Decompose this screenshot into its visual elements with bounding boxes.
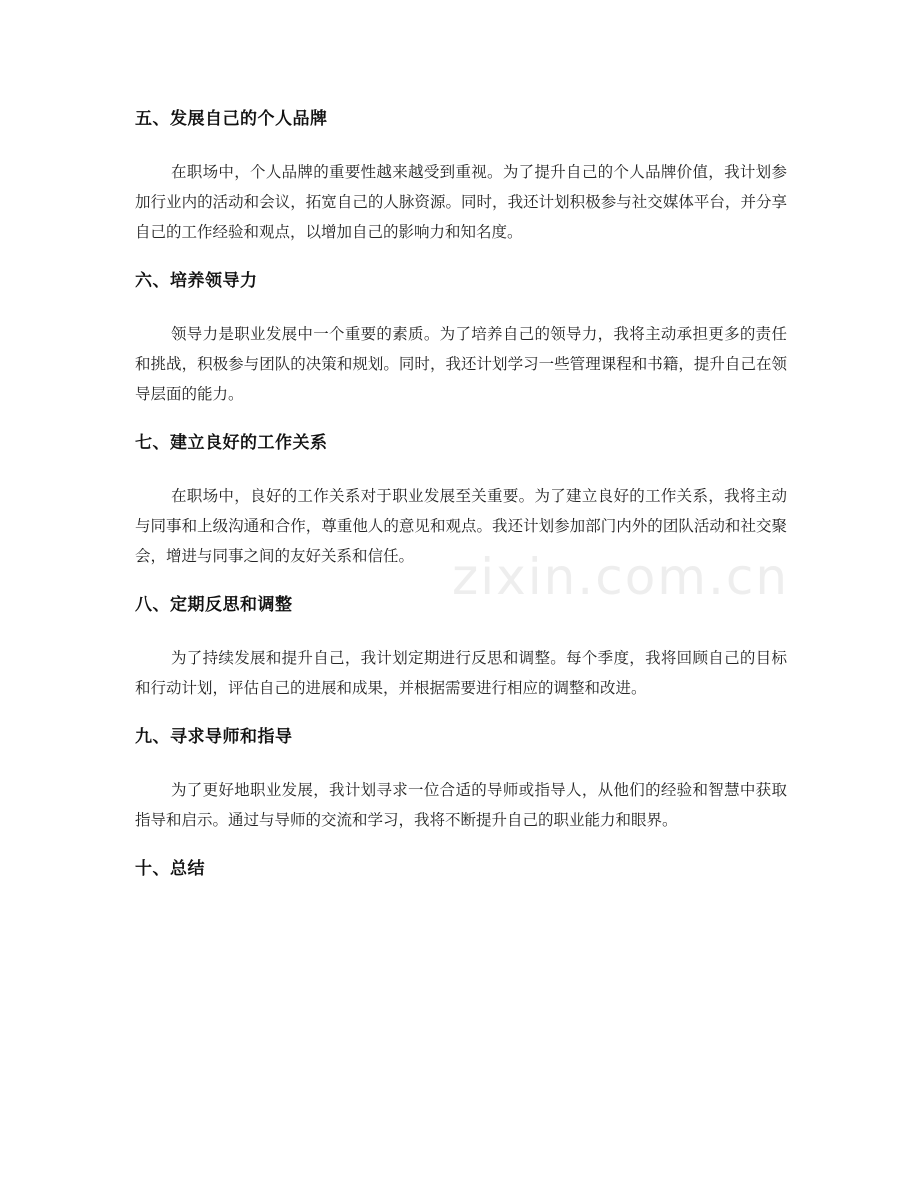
section-heading: 五、发展自己的个人品牌 xyxy=(135,109,328,129)
section-reflection xyxy=(135,590,787,703)
section-personal-brand xyxy=(135,104,787,247)
section-heading: 七、建立良好的工作关系 xyxy=(135,433,328,453)
section-paragraph: 领导力是职业发展中一个重要的素质。为了培养自己的领导力，我将主动承担更多的责任和挑战，积极参与团队的决策和规划。同时，我还计划学习一些管理课程和书籍，提升自己在领导层面的能力。 xyxy=(135,325,787,403)
section-heading: 十、总结 xyxy=(135,859,205,879)
section-mentorship xyxy=(135,722,787,835)
section-paragraph: 为了更好地职业发展，我计划寻求一位合适的导师或指导人，从他们的经验和智慧中获取指导和启示。通过与导师的交流和学习，我将不断提升自己的职业能力和眼界。 xyxy=(135,781,787,829)
section-summary xyxy=(135,854,787,884)
document-page xyxy=(135,104,790,884)
watermark: zixin.com.cn xyxy=(452,548,790,606)
section-paragraph: 在职场中，个人品牌的重要性越来越受到重视。为了提升自己的个人品牌价值，我计划参加行业内的活动和会议，拓宽自己的人脉资源。同时，我还计划积极参与社交媒体平台，并分享自己的工作经验和观点，以增加自己的影响力和知名度。 xyxy=(135,163,787,241)
section-heading: 九、寻求导师和指导 xyxy=(135,727,293,747)
section-paragraph: 为了持续发展和提升自己，我计划定期进行反思和调整。每个季度，我将回顾自己的目标和行动计划，评估自己的进展和成果，并根据需要进行相应的调整和改进。 xyxy=(135,649,787,697)
section-paragraph: 在职场中，良好的工作关系对于职业发展至关重要。为了建立良好的工作关系，我将主动与同事和上级沟通和合作，尊重他人的意见和观点。我还计划参加部门内外的团队活动和社交聚会，增进与同事之间的友好关系和信任。 xyxy=(135,487,787,565)
section-heading: 八、定期反思和调整 xyxy=(135,595,293,615)
section-heading: 六、培养领导力 xyxy=(135,271,258,291)
section-leadership xyxy=(135,266,787,409)
section-work-relationships xyxy=(135,428,787,571)
